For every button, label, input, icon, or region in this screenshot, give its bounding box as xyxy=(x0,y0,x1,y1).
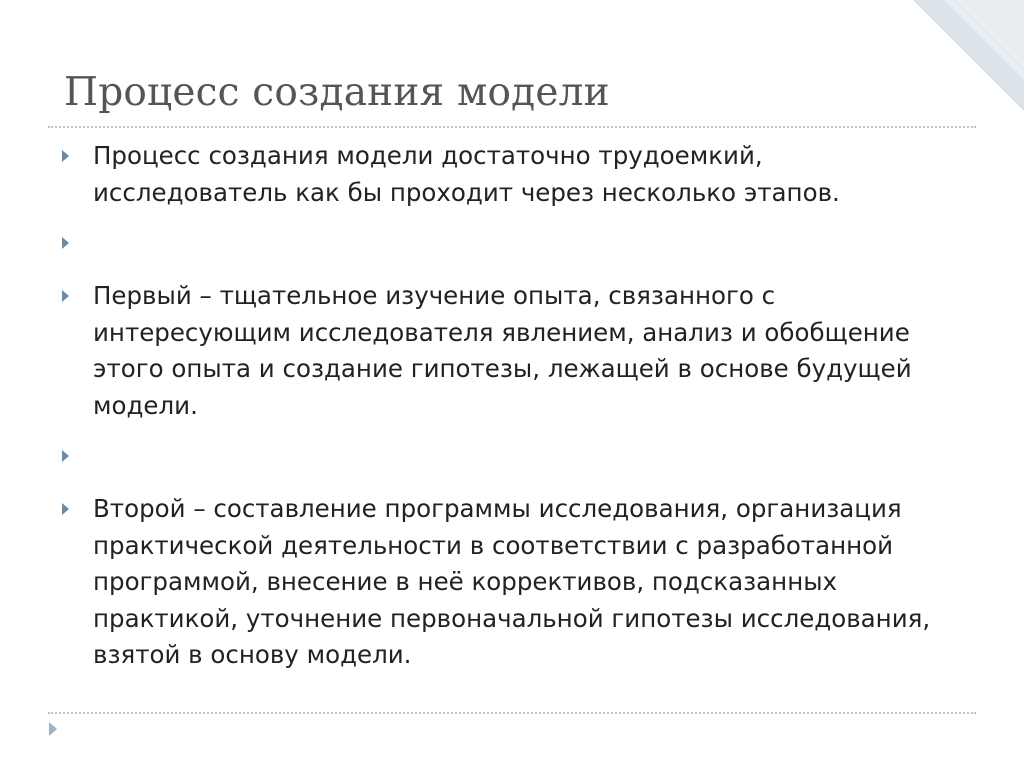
slide-title: Процесс создания модели xyxy=(64,70,610,115)
triangle-right-icon xyxy=(62,503,69,515)
bullet-text: Первый – тщательное изучение опыта, связанного с интересующим исследователя явлением, анализ и обобщение этого опыта и создание гипотезы, лежащей в основе будущей модели. xyxy=(93,281,912,420)
triangle-right-icon xyxy=(62,237,69,249)
bullet-text: Процесс создания модели достаточно трудоемкий, исследователь как бы проходит через несколько этапов. xyxy=(93,141,840,207)
bullet-item-empty xyxy=(56,438,956,474)
bullet-item xyxy=(56,278,956,424)
bullet-item-empty xyxy=(56,225,956,261)
bullet-list xyxy=(56,138,956,688)
title-divider xyxy=(48,126,976,128)
bullet-text: Второй – составление программы исследования, организация практической деятельности в соответствии с разработанной программой, внесение в неё коррективов, подсказанных практикой, уточнение первоначальной гипотезы исследования, взятой в основу модели. xyxy=(93,494,931,669)
play-icon[interactable] xyxy=(49,722,57,736)
triangle-right-icon xyxy=(62,150,69,162)
bullet-item xyxy=(56,138,956,211)
footer-divider xyxy=(48,712,976,714)
triangle-right-icon xyxy=(62,450,69,462)
bullet-item xyxy=(56,491,956,674)
triangle-right-icon xyxy=(62,290,69,302)
corner-decoration-icon xyxy=(914,0,1024,110)
